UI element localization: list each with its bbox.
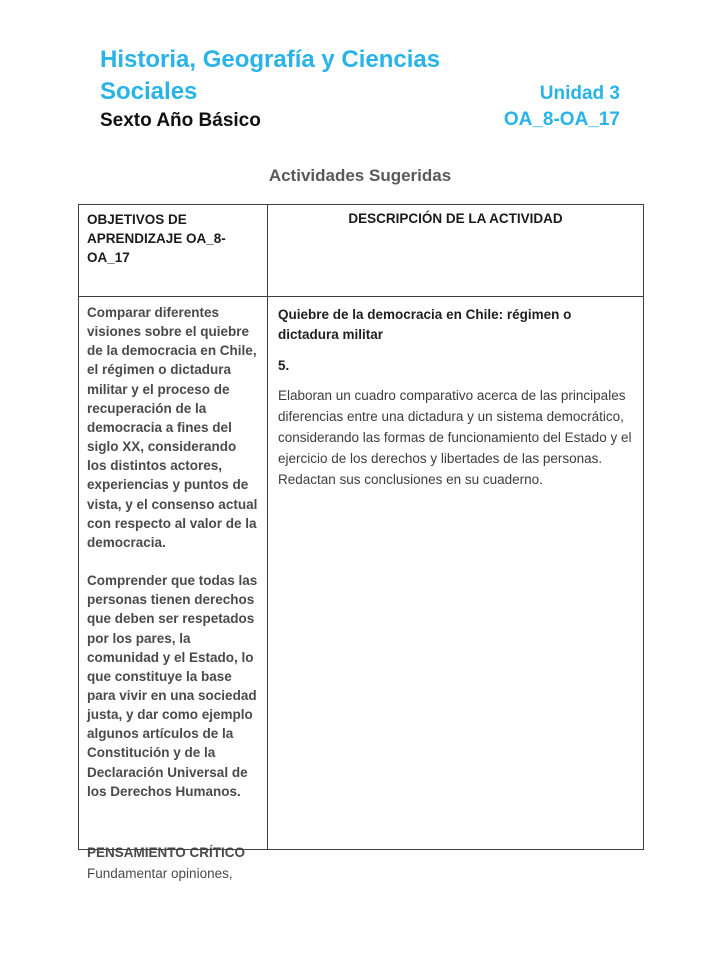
activities-table xyxy=(78,204,644,882)
document-page xyxy=(0,44,720,976)
objective-paragraph-1: Comparar diferentes visiones sobre el quiebre de la democracia en Chile, el régimen o dictadura militar y el proceso de recuperación de la democracia a fines del siglo XX, considerando los distintos actores, experiencias y puntos de vista, y el consenso actual con respecto al valor de la democracia. xyxy=(87,305,258,550)
activity-cell xyxy=(268,297,644,850)
oa-range-label: OA_8-OA_17 xyxy=(503,108,620,130)
activity-number: 5. xyxy=(278,358,290,374)
objectives-column-header: OBJETIVOS DE APRENDIZAJE OA_8-OA_17 xyxy=(79,205,268,297)
objectives-content xyxy=(87,303,259,882)
activity-title: Quiebre de la democracia en Chile: régimen o dictadura militar xyxy=(278,307,572,342)
table-row xyxy=(79,297,644,850)
critical-thinking-heading: PENSAMIENTO CRÍTICO xyxy=(87,844,246,860)
grade-level: Sexto Año Básico xyxy=(100,110,261,132)
document-header xyxy=(100,44,620,132)
table-header-row xyxy=(79,205,644,297)
objective-partial-line: Fundamentar opiniones, xyxy=(87,866,233,882)
objectives-cell xyxy=(79,297,268,882)
activity-column-header: DESCRIPCIÓN DE LA ACTIVIDAD xyxy=(268,205,644,297)
course-title: Historia, Geografía y Ciencias Sociales xyxy=(100,46,441,105)
section-title: Actividades Sugeridas xyxy=(268,166,452,186)
objective-paragraph-2: Comprender que todas las personas tienen derechos que deben ser respetados por los pares, la comunidad y el Estado, lo que constituye la base para vivir en una sociedad justa, y dar como ejemplo algunos artículos de la Constitución y de la Declaración Universal de los Derechos Humanos. xyxy=(87,573,258,799)
header-right xyxy=(504,81,620,132)
unit-label: Unidad 3 xyxy=(539,83,620,105)
activity-description: Elaboran un cuadro comparativo acerca de las principales diferencias entre una dictadura y un sistema democrático, considerando las formas de funcionamiento del Estado y el ejercicio de los derechos y libertades de las personas. Redactan sus conclusiones en su cuaderno. xyxy=(278,388,632,487)
